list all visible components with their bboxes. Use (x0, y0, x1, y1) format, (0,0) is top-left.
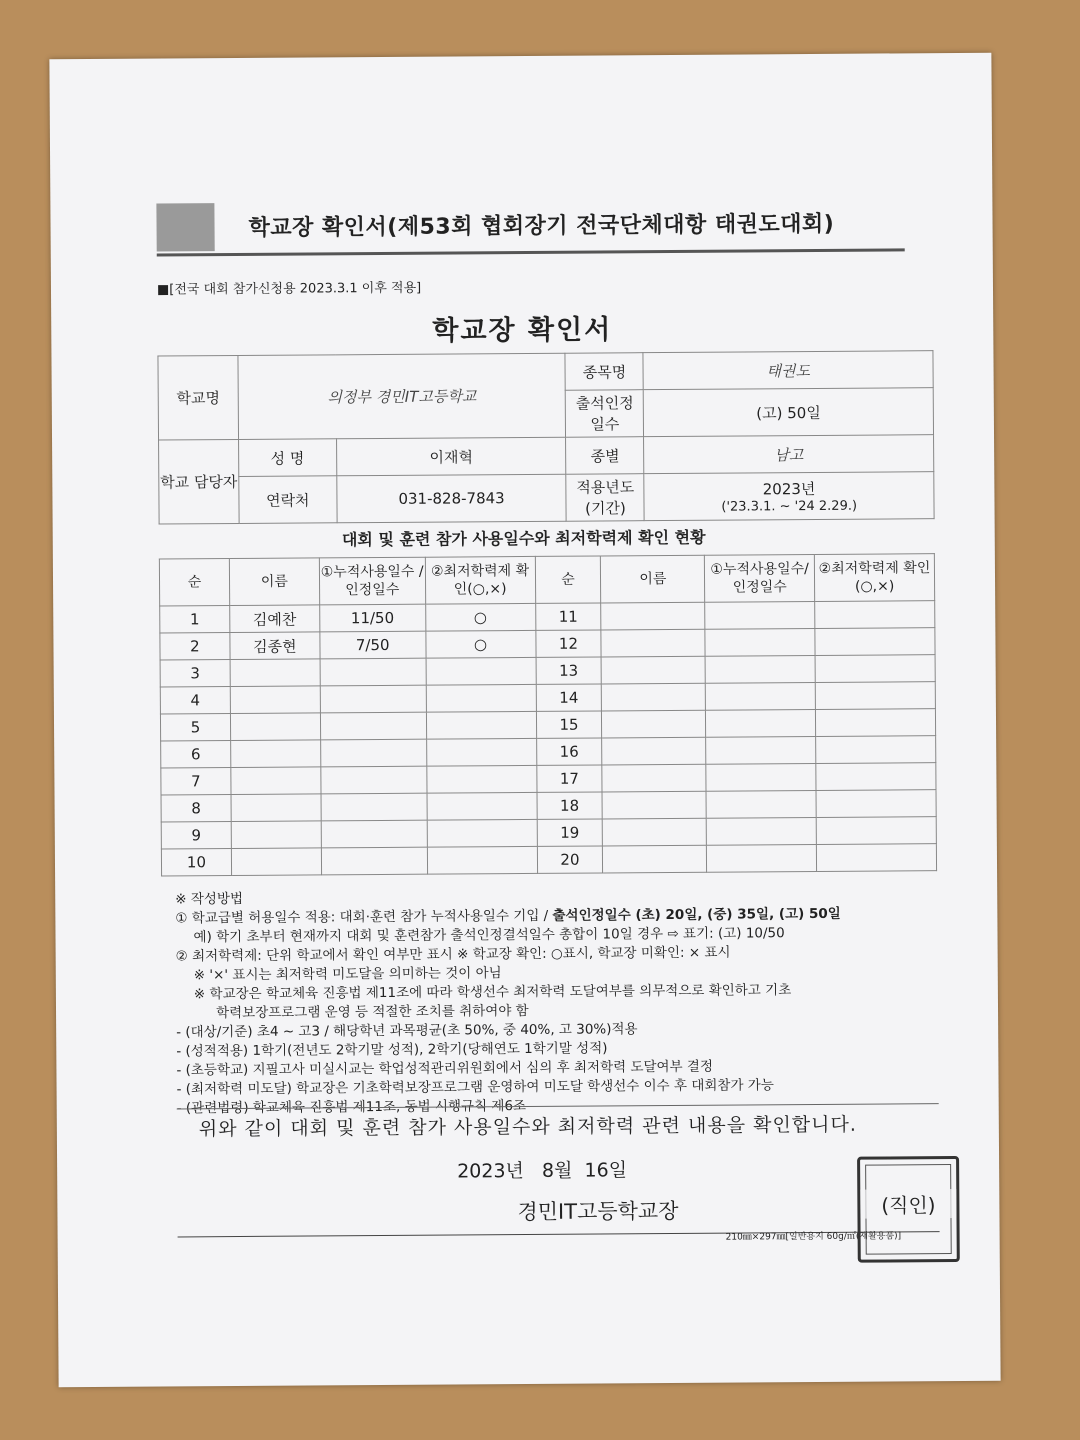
table-cell (320, 685, 426, 713)
table-cell: 14 (536, 684, 602, 711)
table-cell (816, 763, 936, 791)
note-2b: ※ '×' 표시는 최저학력 미도달을 의미하는 것이 아님 (193, 965, 502, 984)
table-cell: 6 (161, 741, 231, 768)
attendance-label: 출석인정 일수 (566, 390, 644, 438)
table-cell (230, 659, 320, 687)
contact-value: 031-828-7843 (337, 474, 567, 523)
header-gray-block (156, 203, 214, 251)
gender-value: 남고 (644, 435, 934, 474)
note-1b: 출석인정일수 (초) 20일, (중) 35일, (고) 50일 (552, 905, 841, 924)
table-cell: 4 (160, 687, 230, 714)
detail-1: - (대상/기준) 초4 ~ 고3 / 해당학년 과목평균(초 50%, 중 40%, 고 30%)적용 (176, 1021, 638, 1041)
table-cell (231, 848, 321, 876)
table-cell: 3 (160, 660, 230, 687)
gender-label: 종별 (566, 437, 644, 475)
note-2a: ② 최저학력제: 단위 학교에서 확인 여부만 표시 ※ 학교장 확인: ○표시, 학교장 미확인: × 표시 (175, 944, 731, 965)
table-cell (602, 791, 706, 819)
table-cell (231, 740, 321, 768)
table-cell (602, 764, 706, 792)
application-note: ■[전국 대회 참가신청용 2023.3.1 이후 적용] (156, 280, 422, 298)
year-cell (644, 472, 934, 521)
table-cell: 김종현 (230, 632, 320, 660)
table-cell (230, 713, 320, 741)
header-bar (156, 198, 904, 256)
table-cell: ○ (425, 603, 535, 631)
table-cell (426, 765, 536, 793)
detail-5: - (관련법령) 학교체육 진흥법 제11조, 동법 시행규칙 제6조 (176, 1098, 527, 1117)
table-cell: 2 (160, 633, 230, 660)
table-cell (815, 601, 935, 629)
table-header-7: ②최저학력제 확인(○,×) (814, 554, 934, 602)
table-cell: 19 (537, 819, 603, 846)
table-cell (601, 602, 705, 630)
table-cell (602, 710, 706, 738)
table-cell (816, 844, 936, 872)
participation-table (159, 553, 937, 876)
table-cell (815, 628, 935, 656)
confirmation-text: 위와 같이 대회 및 훈련 참가 사용일수와 최저학력 관련 내용을 확인합니다. (198, 1113, 857, 1141)
year-value: 2023년 (762, 479, 816, 499)
table-cell (321, 847, 427, 875)
table-cell (706, 709, 816, 737)
table-cell (320, 739, 426, 767)
table-cell: 17 (536, 765, 602, 792)
table-cell (815, 682, 935, 710)
school-value: 의정부 경민IT고등학교 (238, 353, 566, 439)
table-cell (816, 736, 936, 764)
table-cell (427, 846, 537, 874)
table-header-1: 이름 (229, 558, 319, 606)
principal-signature: 경민IT고등학교장 (517, 1198, 679, 1225)
table-cell (815, 655, 935, 683)
table-header-6: ①누적사용일수/ 인정일수 (705, 554, 815, 602)
table-cell (601, 629, 705, 657)
table-cell (601, 656, 705, 684)
table-cell (706, 817, 816, 845)
table-cell (705, 628, 815, 656)
table-cell (603, 818, 707, 846)
table-cell (705, 682, 815, 710)
table-cell (816, 790, 936, 818)
note-2c: ※ 학교장은 학교체육 진흥법 제11조에 따라 학생선수 최저학력 도달여부를 의무적으로 확인하고 기초 (193, 982, 792, 1003)
table-cell: 13 (536, 657, 602, 684)
school-label: 학교명 (158, 355, 238, 440)
table-cell: 9 (161, 822, 231, 849)
table-cell (705, 601, 815, 629)
staff-label: 학교 담당자 (159, 439, 239, 524)
year-label: 적용년도 (기간) (566, 474, 644, 522)
table-cell (231, 767, 321, 795)
info-table (157, 350, 934, 524)
paper-spec-note: 210㎜×297㎜[일반용지 60g/㎡(재활용품)] (725, 1231, 902, 1243)
table-cell (426, 684, 536, 712)
table-cell (707, 844, 817, 872)
table-cell (706, 736, 816, 764)
table-cell: 김예찬 (230, 605, 320, 633)
table-cell (816, 817, 936, 845)
event-value: 태권도 (643, 351, 933, 390)
table-cell: 1 (160, 606, 230, 633)
table-cell: 12 (535, 630, 601, 657)
table-header-5: 이름 (601, 555, 705, 603)
table-row (161, 844, 936, 876)
table-cell: 5 (160, 714, 230, 741)
table-cell (427, 819, 537, 847)
header-title: 학교장 확인서(제53회 협회장기 전국단체대항 태권도대회) (248, 211, 835, 241)
table-cell (426, 738, 536, 766)
contact-label: 연락처 (239, 476, 337, 524)
detail-3: - (초등학교) 지필고사 미실시교는 학업성적관리위원회에서 심의 후 최저학력 도달여부 결정 (176, 1058, 714, 1079)
table-cell: 11 (535, 603, 601, 630)
table-header-0: 순 (159, 559, 229, 606)
seal-text: (직인) (860, 1189, 956, 1219)
note-2d: 학력보장프로그램 운영 등 적절한 조치를 취하여야 함 (215, 1002, 529, 1022)
table-cell (426, 657, 536, 685)
document-paper (49, 53, 1000, 1388)
issue-date: 2023년 8월 16일 (457, 1159, 628, 1183)
note-1a: ① 학교급별 허용일수 적용: 대회·훈련 참가 누적사용일수 기입 / (175, 907, 553, 927)
table-cell: 15 (536, 711, 602, 738)
table-cell (231, 821, 321, 849)
note-1c: 예) 학기 초부터 현재까지 대회 및 훈련참가 출석인정결석일수 총합이 10일 경우 ⇨ 표기: (고) 10/50 (193, 925, 785, 946)
official-seal (857, 1156, 960, 1263)
table-cell (320, 712, 426, 740)
instructions (175, 885, 947, 1118)
table-header-2: ①누적사용일수 /인정일수 (319, 557, 425, 605)
table-cell (230, 686, 320, 714)
table-header-3: ②최저학력제 확인(○,×) (425, 556, 535, 604)
table-cell (706, 790, 816, 818)
name-label: 성 명 (238, 439, 336, 477)
table-cell: 7 (161, 768, 231, 795)
table-cell (602, 683, 706, 711)
name-value: 이재혁 (336, 437, 566, 476)
table-cell (427, 792, 537, 820)
table-cell (602, 737, 706, 765)
table-header-4: 순 (535, 556, 601, 603)
document-title: 학교장 확인서 (432, 314, 613, 347)
table-cell: 8 (161, 795, 231, 822)
table-cell (603, 845, 707, 873)
attendance-value: (고) 50일 (644, 388, 934, 437)
table-cell: 20 (537, 846, 603, 873)
table-cell: 7/50 (320, 631, 426, 659)
event-label: 종목명 (565, 353, 643, 391)
notes-heading: ※ 작성방법 (175, 890, 244, 908)
table-cell (321, 793, 427, 821)
table-cell (426, 711, 536, 739)
table-cell: 11/50 (319, 604, 425, 632)
table-cell (816, 709, 936, 737)
section-title: 대회 및 훈련 참가 사용일수와 최저학력제 확인 현황 (341, 527, 706, 550)
table-cell: 16 (536, 738, 602, 765)
table-cell (706, 763, 816, 791)
table-cell (705, 655, 815, 683)
detail-2: - (성적적용) 1학기(전년도 2학기말 성적), 2학기(당해연도 1학기말 성적) (176, 1040, 608, 1060)
table-cell (321, 766, 427, 794)
table-cell (320, 658, 426, 686)
table-cell (321, 820, 427, 848)
year-period: ('23.3.1. ~ '24 2.29.) (721, 498, 858, 515)
detail-4: - (최저학력 미도달) 학교장은 기초학력보장프로그램 운영하여 미도달 학생선수 이수 후 대회참가 가능 (176, 1077, 774, 1098)
table-cell: 18 (537, 792, 603, 819)
table-cell: ○ (426, 630, 536, 658)
table-cell: 10 (161, 849, 231, 876)
table-cell (231, 794, 321, 822)
